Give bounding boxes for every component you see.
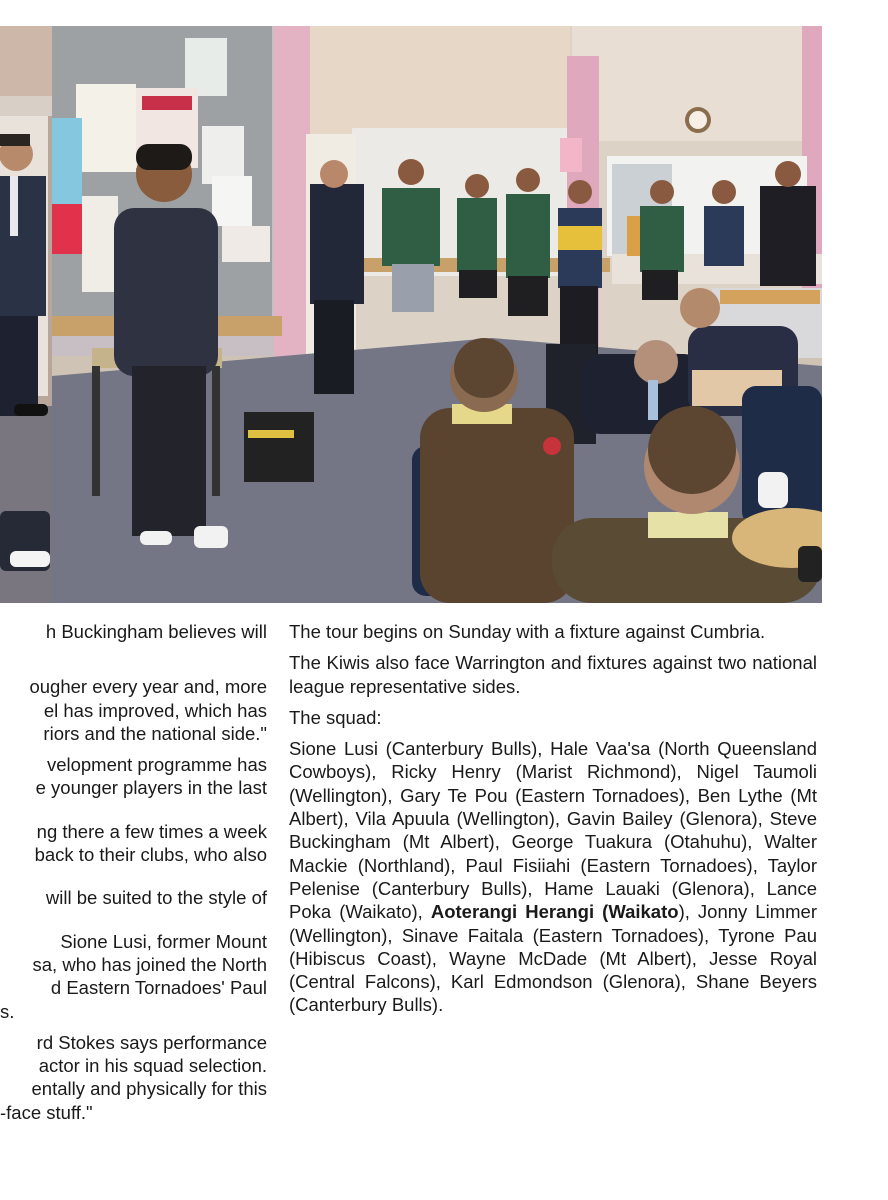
photo-left-fragment: [0, 26, 52, 603]
left-paragraph: [0, 620, 267, 643]
text-line: will be suited to the style of: [45, 887, 267, 909]
text-line: el has improved, which has: [43, 699, 267, 721]
text-line: entally and physically for this: [31, 1078, 267, 1100]
left-paragraph: [0, 753, 267, 800]
text-line: s.: [0, 1000, 15, 1022]
text-line: actor in his squad selection.: [38, 1055, 267, 1077]
text-line: -face stuff.": [0, 1101, 93, 1123]
paragraph-squad-heading: The squad:: [289, 706, 382, 728]
squad-list-text-continued: ), Jonny Limmer (Wellington), Sinave Faitala (Eastern Tornadoes), Tyrone Pau (Hibiscus Coast), Wayne McDade (Mt Albert), Jesse Royal (Central Falcons), Karl Edmondson (Glenora), Shane Beyers (Canterbury Bulls).: [289, 901, 817, 1016]
photo-strip: [0, 26, 822, 603]
text-line: velopment programme has: [46, 754, 267, 776]
text-line: h Buckingham believes will: [45, 621, 267, 642]
left-column-text: [0, 620, 267, 1132]
left-paragraph: [0, 675, 267, 745]
paragraph-tour-start: The tour begins on Sunday with a fixture against Cumbria.: [289, 621, 766, 642]
text-line: d Eastern Tornadoes' Paul: [50, 977, 267, 999]
paragraph-fixtures: The Kiwis also face Warrington and fixtures against two national league representative sides.: [289, 652, 817, 697]
text-line: Sione Lusi, former Mount: [60, 930, 267, 952]
right-column-text: [289, 620, 817, 1025]
left-paragraph: [0, 930, 267, 1023]
text-line: back to their clubs, who also: [34, 844, 267, 866]
left-paragraph: [0, 886, 267, 909]
left-paragraph: [0, 1031, 267, 1124]
text-line: sa, who has joined the North: [32, 953, 267, 975]
paragraph-squad-list: [289, 737, 817, 1017]
text-line: riors and the national side.": [43, 722, 267, 744]
left-paragraph: [0, 820, 267, 867]
text-line: e younger players in the last: [35, 777, 267, 799]
text-line: ougher every year and, more: [29, 676, 267, 698]
squad-highlighted-player: Aoterangi Herangi (Waikato: [430, 901, 679, 923]
squad-list-text: Sione Lusi (Canterbury Bulls), Hale Vaa'sa (North Queensland Cowboys), Ricky Henry (Marist Richmond), Nigel Taumoli (Wellington), Gary Te Pou (Eastern Tornadoes), Ben Lythe (Mt Albert), Vila Apuula (Wellington), Gavin Bailey (Glenora), Steve Buckingham (Mt Albert), George Tuakura (Otahuhu), Walter Mackie (Northland), Paul Fisiiahi (Eastern Tornadoes), Taylor Pelenise (Canterbury Bulls), Hame Lauaki (Glenora), Lance Poka (Waikato),: [289, 738, 817, 923]
text-line: rd Stokes says performance: [36, 1031, 267, 1053]
photo-main: [52, 26, 822, 603]
text-line: ng there a few times a week: [36, 820, 267, 842]
